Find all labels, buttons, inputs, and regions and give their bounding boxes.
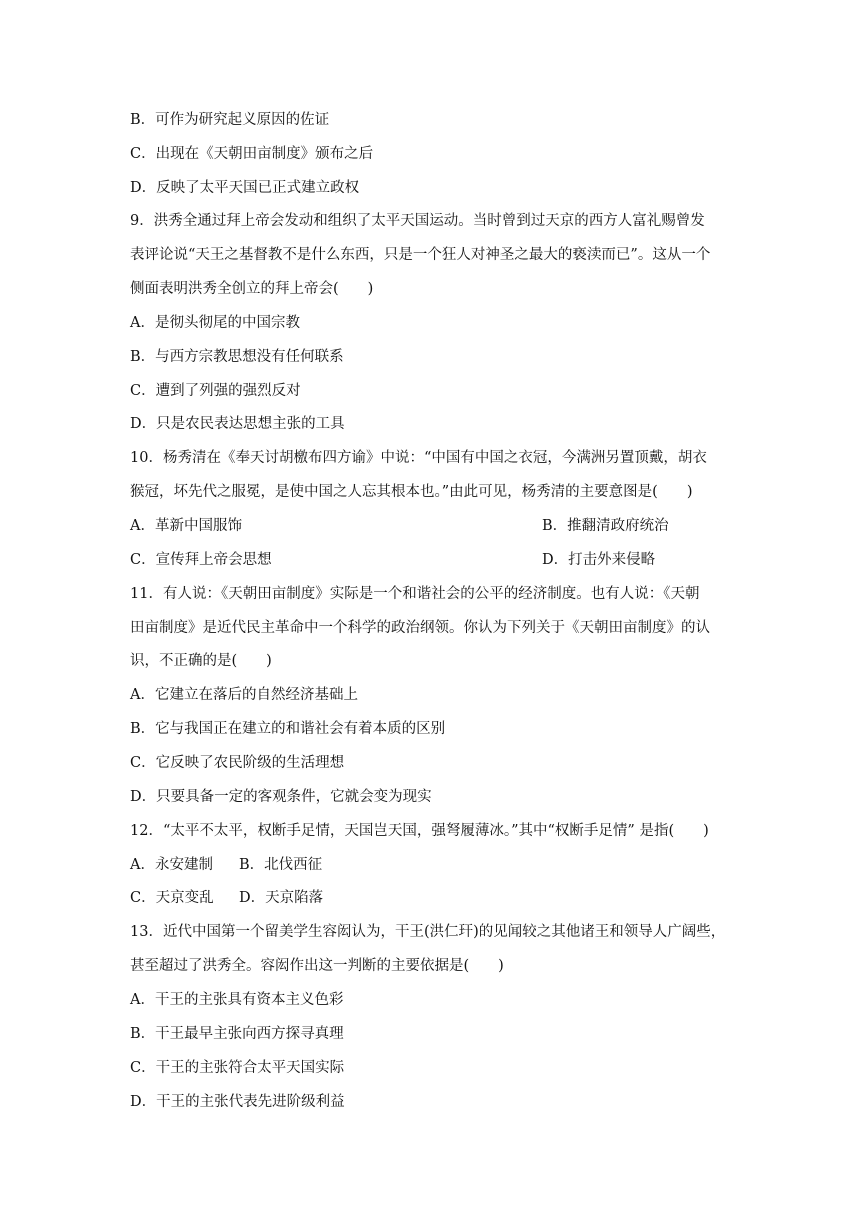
- q9-stem-line-2: 表评论说“天王之基督教不是什么东西，只是一个狂人对神圣之最大的亵渎而已”。这从一个: [130, 247, 711, 263]
- q10-stem-line-1: 10．杨秀清在《奉天讨胡檄布四方谕》中说：“中国有中国之衣冠，今满洲另置顶戴，胡衣: [130, 450, 707, 466]
- q11-option-a: A．它建立在落后的自然经济基础上: [130, 687, 358, 703]
- q12-options-row-1: [130, 855, 430, 875]
- q12-option-d: D．天京陷落: [239, 890, 324, 906]
- q9-option-d: D．只是农民表达思想主张的工具: [130, 416, 345, 432]
- q12-option-c: C．天京变乱: [130, 890, 214, 906]
- q11-stem-line-1: 11．有人说：《天朝田亩制度》实际是一个和谐社会的公平的经济制度。也有人说：《天朝: [130, 586, 700, 602]
- q10-options-row-2: [130, 550, 730, 570]
- q13-option-b: B．干王最早主张向西方探寻真理: [130, 1026, 344, 1042]
- q9-stem-line-1: 9．洪秀全通过拜上帝会发动和组织了太平天国运动。当时曾到过天京的西方人富礼赐曾发: [130, 213, 705, 229]
- q11-option-c: C．它反映了农民阶级的生活理想: [130, 755, 345, 771]
- q11-stem-line-2: 田亩制度》是近代民主革命中一个科学的政治纲领。你认为下列关于《天朝田亩制度》的认: [130, 620, 710, 636]
- q10-option-b: B．推翻清政府统治: [542, 518, 669, 534]
- q10-option-d: D．打击外来侵略: [542, 552, 656, 568]
- q11-option-d: D．只要具备一定的客观条件，它就会变为现实: [130, 789, 432, 805]
- q8-option-b: B．可作为研究起义原因的佐证: [130, 112, 330, 128]
- q9-option-c: C．遭到了列强的强烈反对: [130, 383, 301, 399]
- q13-option-d: D．干王的主张代表先进阶级利益: [130, 1094, 345, 1110]
- q8-option-c: C．出现在《天朝田亩制度》颁布之后: [130, 146, 374, 162]
- q10-options-row-1: [130, 516, 730, 536]
- q9-option-b: B．与西方宗教思想没有任何联系: [130, 349, 344, 365]
- q10-stem-line-2: 猴冠，坏先代之服冕，是使中国之人忘其根本也。”由此可见，杨秀清的主要意图是( ): [130, 484, 693, 500]
- q12-options-row-2: [130, 888, 430, 908]
- q13-option-c: C．干王的主张符合太平天国实际: [130, 1060, 345, 1076]
- q11-option-b: B．它与我国正在建立的和谐社会有着本质的区别: [130, 721, 446, 737]
- q13-option-a: A．干王的主张具有资本主义色彩: [130, 992, 344, 1008]
- q8-option-d: D．反映了太平天国已正式建立政权: [130, 180, 360, 196]
- q11-stem-line-3: 识，不正确的是( ): [130, 653, 272, 669]
- q9-stem-line-3: 侧面表明洪秀全创立的拜上帝会( ): [130, 281, 374, 297]
- q12-option-b: B．北伐西征: [239, 857, 323, 873]
- q13-stem-line-2: 甚至超过了洪秀全。容闳作出这一判断的主要依据是( ): [130, 958, 504, 974]
- q13-stem-line-1: 13．近代中国第一个留美学生容闳认为，干王(洪仁玕)的见闻较之其他诸王和领导人广阔些，: [130, 924, 726, 940]
- q10-option-c: C．宣传拜上帝会思想: [130, 552, 272, 568]
- q12-stem-line-1: 12．“太平不太平，权断手足情，天国岂天国，强弩履薄冰。”其中“权断手足情” 是指( ): [130, 823, 709, 839]
- q10-option-a: A．革新中国服饰: [130, 518, 242, 534]
- q9-option-a: A．是彻头彻尾的中国宗教: [130, 315, 300, 331]
- q12-option-a: A．永安建制: [130, 857, 213, 873]
